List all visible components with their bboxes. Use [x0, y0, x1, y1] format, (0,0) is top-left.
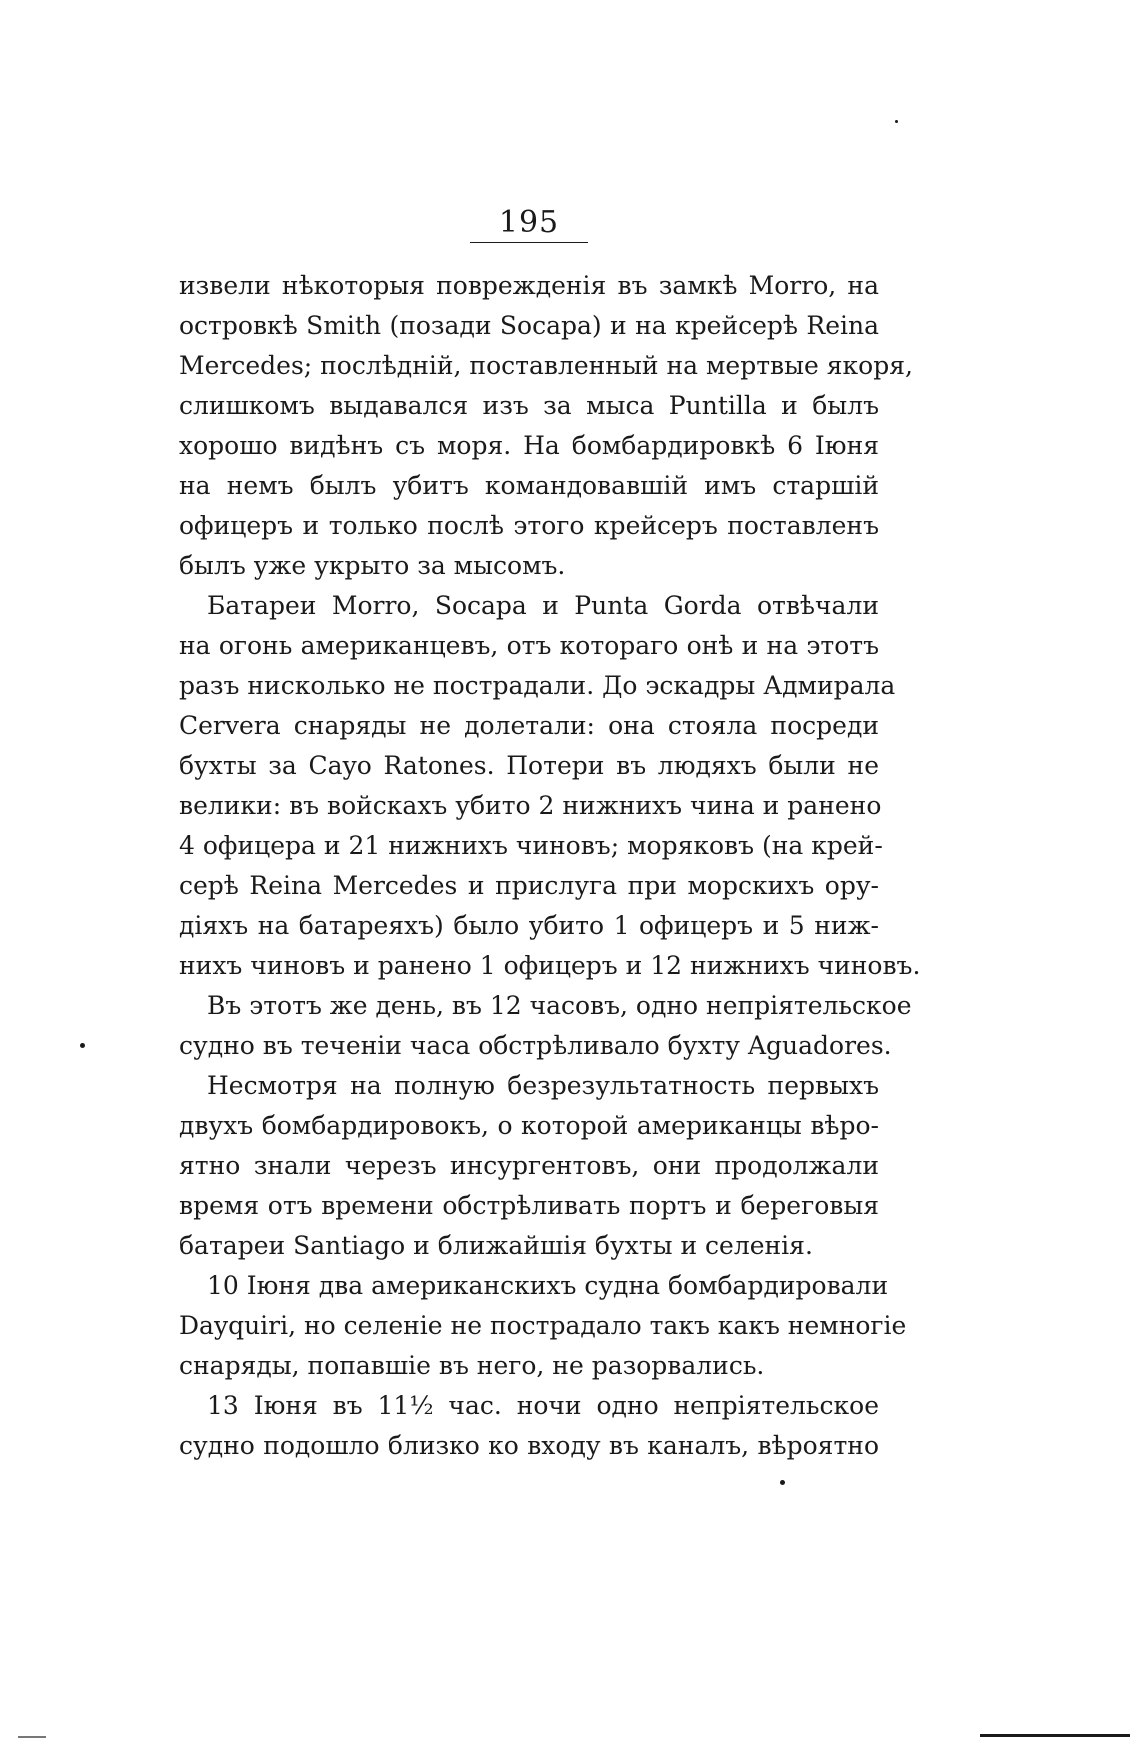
- ink-speck: [780, 1480, 785, 1485]
- text-line: 13 Іюня въ 11½ час. ночи одно непріятельское: [207, 1391, 879, 1420]
- text-line: бухты за Cayo Ratones. Потери въ людяхъ были не: [179, 751, 879, 780]
- text-line: Въ этотъ же день, въ 12 часовъ, одно непріятельское: [207, 991, 912, 1020]
- text-line: островкѣ Smith (позади Socapa) и на крейсерѣ Reina: [179, 311, 879, 340]
- text-line: офицеръ и только послѣ этого крейсеръ поставленъ: [179, 511, 879, 540]
- page-number: 195: [470, 206, 588, 243]
- text-line: ятно знали черезъ инсургентовъ, они продолжали: [179, 1151, 879, 1180]
- ink-speck: [895, 120, 898, 123]
- text-line: снаряды, попавшіе въ него, не разорвались.: [179, 1351, 765, 1380]
- text-line: діяхъ на батареяхъ) было убито 1 офицеръ и 5 ниж-: [179, 911, 879, 940]
- text-line: Батареи Morro, Socapa и Punta Gorda отвѣчали: [207, 591, 879, 620]
- text-line: нихъ чиновъ и ранено 1 офицеръ и 12 нижнихъ чиновъ.: [179, 951, 921, 980]
- text-line: извели нѣкоторыя поврежденія въ замкѣ Morro, на: [179, 271, 879, 300]
- text-line: на огонь американцевъ, отъ котораго онѣ и на этотъ: [179, 631, 879, 660]
- text-line: 10 Іюня два американскихъ судна бомбардировали: [207, 1271, 889, 1300]
- text-line: Несмотря на полную безрезультатность первыхъ: [207, 1071, 879, 1100]
- scan-edge-mark: [980, 1734, 1130, 1737]
- scan-edge-mark: [18, 1736, 46, 1738]
- text-line: батареи Santiago и ближайшія бухты и селенія.: [179, 1231, 813, 1260]
- text-line: велики: въ войскахъ убито 2 нижнихъ чина и ранено: [179, 791, 882, 820]
- body-text: [179, 266, 921, 1466]
- text-line: 4 офицера и 21 нижнихъ чиновъ; моряковъ (на крей-: [179, 831, 883, 860]
- text-line: Mercedes; послѣдній, поставленный на мертвые якоря,: [179, 351, 913, 380]
- text-line: серѣ Reina Mercedes и прислуга при морскихъ ору-: [179, 871, 879, 900]
- text-line: Cervera снаряды не долетали: она стояла посреди: [179, 711, 879, 740]
- text-line: судно въ теченіи часа обстрѣливало бухту Aguadores.: [179, 1031, 892, 1060]
- text-line: на немъ былъ убитъ командовавшій имъ старшій: [179, 471, 879, 500]
- text-line: Dayquiri, но селеніе не пострадало такъ какъ немногіе: [179, 1311, 907, 1340]
- text-line: судно подошло близко ко входу въ каналъ, вѣроятно: [179, 1431, 879, 1460]
- text-line: двухъ бомбардировокъ, о которой американцы вѣро-: [179, 1111, 879, 1140]
- ink-speck: [80, 1043, 85, 1048]
- text-line: разъ нисколько не пострадали. До эскадры Адмирала: [179, 671, 896, 700]
- text-line: время отъ времени обстрѣливать портъ и береговыя: [179, 1191, 879, 1220]
- text-line: слишкомъ выдавался изъ за мыса Puntilla и былъ: [179, 391, 879, 420]
- text-line: былъ уже укрыто за мысомъ.: [179, 551, 566, 580]
- text-line: хорошо видѣнъ съ моря. На бомбардировкѣ 6 Іюня: [179, 431, 879, 460]
